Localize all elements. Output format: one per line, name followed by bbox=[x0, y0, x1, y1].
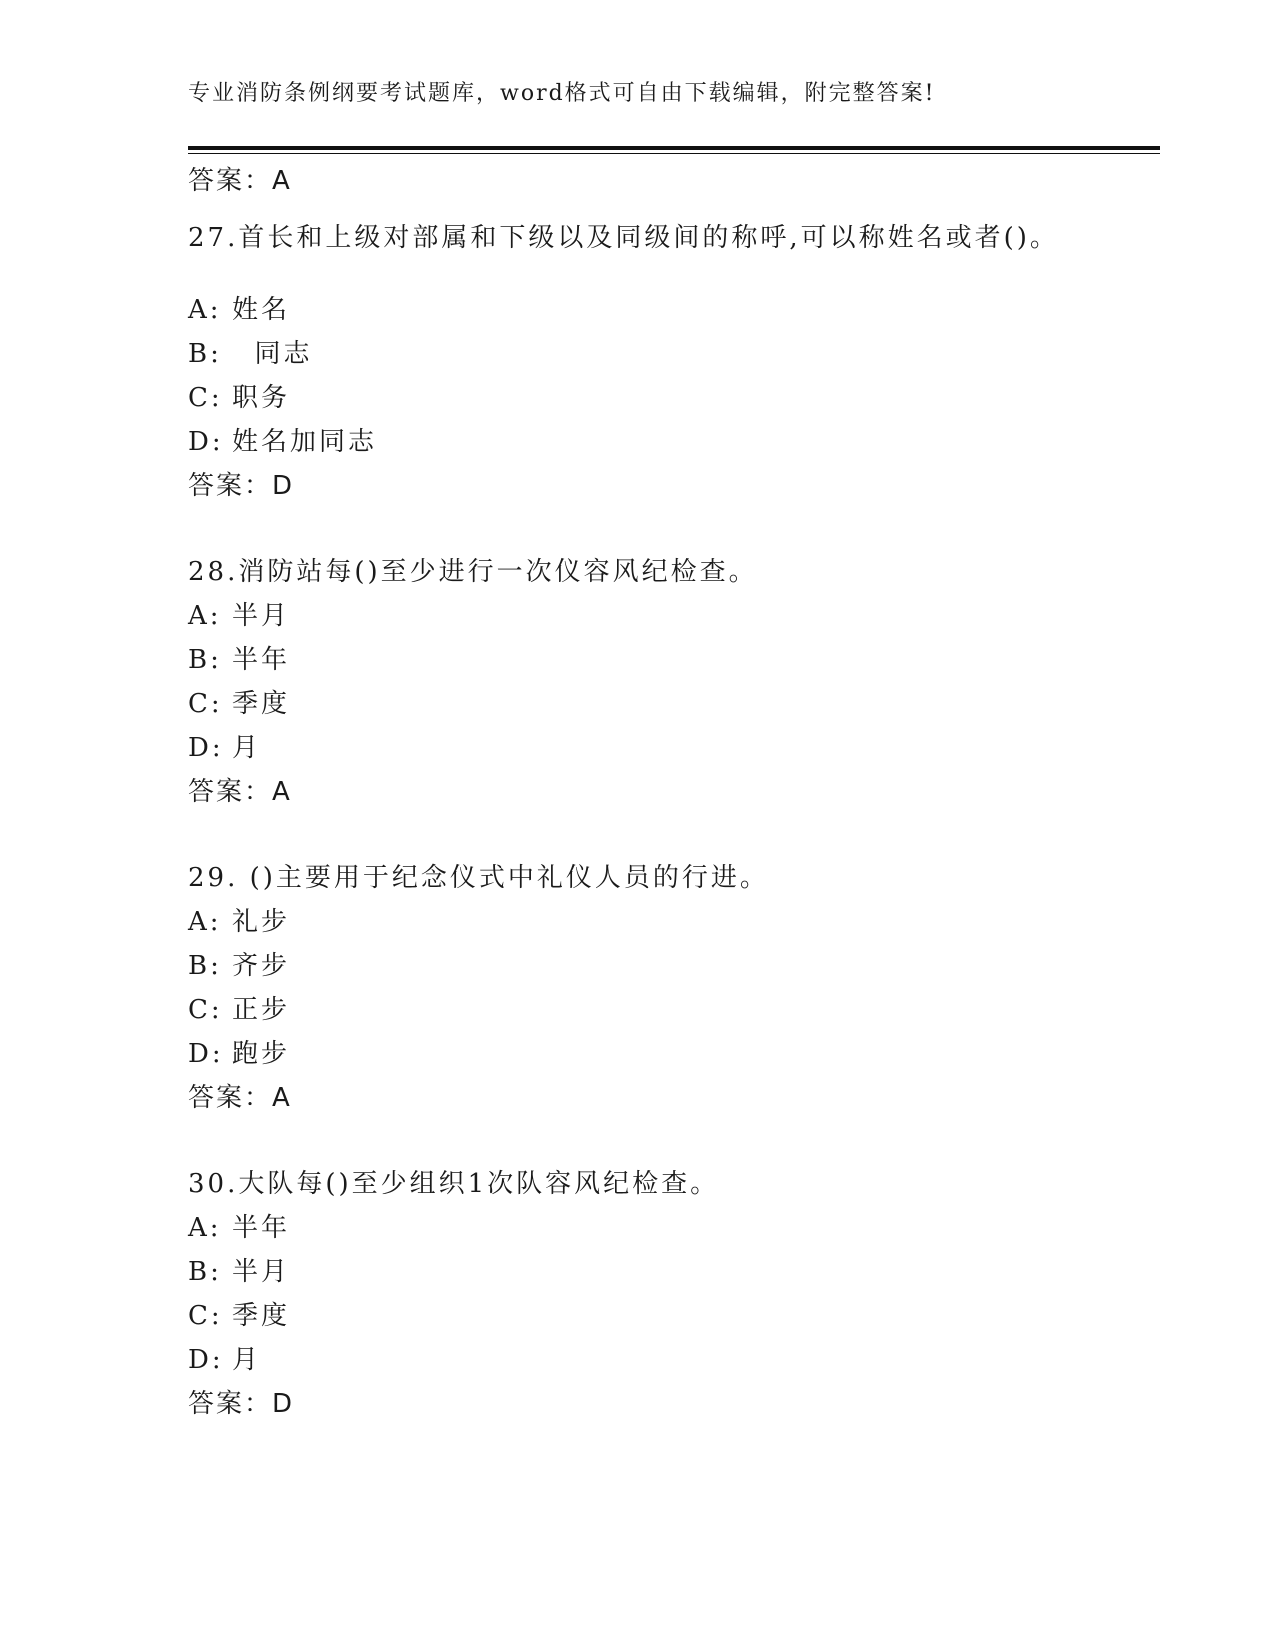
option-a bbox=[188, 1207, 290, 1244]
answer-label: 答案： bbox=[188, 1389, 273, 1419]
option-text: 齐步 bbox=[232, 951, 291, 981]
header-rule-thick bbox=[188, 146, 1160, 150]
answer-line-26 bbox=[188, 160, 292, 197]
option-letter: B: bbox=[188, 339, 222, 369]
option-letter: A: bbox=[188, 601, 222, 631]
option-d bbox=[188, 727, 261, 764]
option-text: 季度 bbox=[232, 1301, 291, 1331]
option-letter: D: bbox=[188, 1039, 224, 1069]
option-text: 跑步 bbox=[232, 1039, 291, 1069]
header-rule-thin bbox=[188, 153, 1160, 154]
option-letter: D: bbox=[188, 1345, 224, 1375]
option-letter: C: bbox=[188, 995, 223, 1025]
option-letter: A: bbox=[188, 295, 222, 325]
option-letter: B: bbox=[188, 645, 222, 675]
question-stem-28: 28.消防站每()至少进行一次仪容风纪检查。 bbox=[188, 557, 758, 587]
option-text: 姓名加同志 bbox=[232, 427, 378, 457]
option-text: 同志 bbox=[232, 339, 313, 369]
option-c bbox=[188, 1295, 290, 1332]
option-letter: C: bbox=[188, 383, 223, 413]
option-text: 季度 bbox=[232, 689, 291, 719]
answer-line-28 bbox=[188, 771, 292, 808]
answer-value: A bbox=[272, 166, 292, 196]
option-a bbox=[188, 595, 290, 632]
answer-line-29 bbox=[188, 1077, 292, 1114]
option-text: 正步 bbox=[232, 995, 291, 1025]
answer-value: A bbox=[272, 777, 292, 807]
option-c bbox=[188, 683, 290, 720]
option-text: 姓名 bbox=[232, 295, 291, 325]
answer-label: 答案： bbox=[188, 1083, 273, 1113]
option-a bbox=[188, 901, 290, 938]
option-text: 半月 bbox=[232, 1257, 291, 1287]
option-letter: B: bbox=[188, 1257, 222, 1287]
answer-label: 答案： bbox=[188, 777, 273, 807]
answer-label: 答案： bbox=[188, 166, 273, 196]
question-stem-27: 27.首长和上级对部属和下级以及同级间的称呼,可以称姓名或者()。 bbox=[188, 223, 1059, 253]
question-stem-29: 29. ()主要用于纪念仪式中礼仪人员的行进。 bbox=[188, 863, 769, 893]
option-letter: D: bbox=[188, 427, 224, 457]
answer-line-27 bbox=[188, 465, 294, 502]
option-b bbox=[188, 333, 313, 370]
option-d bbox=[188, 421, 377, 458]
option-a bbox=[188, 289, 290, 326]
question-stem-30: 30.大队每()至少组织1次队容风纪检查。 bbox=[188, 1169, 720, 1199]
answer-label: 答案： bbox=[188, 471, 273, 501]
option-text: 职务 bbox=[232, 383, 291, 413]
option-letter: C: bbox=[188, 1301, 223, 1331]
option-text: 礼步 bbox=[232, 907, 291, 937]
option-c bbox=[188, 377, 290, 414]
option-b bbox=[188, 1251, 290, 1288]
option-d bbox=[188, 1339, 261, 1376]
option-letter: B: bbox=[188, 951, 222, 981]
option-letter: A: bbox=[188, 1213, 222, 1243]
option-text: 半年 bbox=[232, 1213, 291, 1243]
option-letter: A: bbox=[188, 907, 222, 937]
answer-value: A bbox=[272, 1083, 292, 1113]
option-text: 月 bbox=[232, 733, 262, 763]
answer-value: D bbox=[272, 1389, 295, 1419]
option-letter: D: bbox=[188, 733, 224, 763]
option-text: 月 bbox=[232, 1345, 262, 1375]
page-header: 专业消防条例纲要考试题库，word格式可自由下载编辑，附完整答案! bbox=[188, 81, 936, 106]
option-c bbox=[188, 989, 290, 1026]
option-b bbox=[188, 945, 290, 982]
option-text: 半月 bbox=[232, 601, 291, 631]
option-text: 半年 bbox=[232, 645, 291, 675]
option-b bbox=[188, 639, 290, 676]
answer-value: D bbox=[272, 471, 295, 501]
answer-line-30 bbox=[188, 1383, 294, 1420]
option-letter: C: bbox=[188, 689, 223, 719]
option-d bbox=[188, 1033, 290, 1070]
